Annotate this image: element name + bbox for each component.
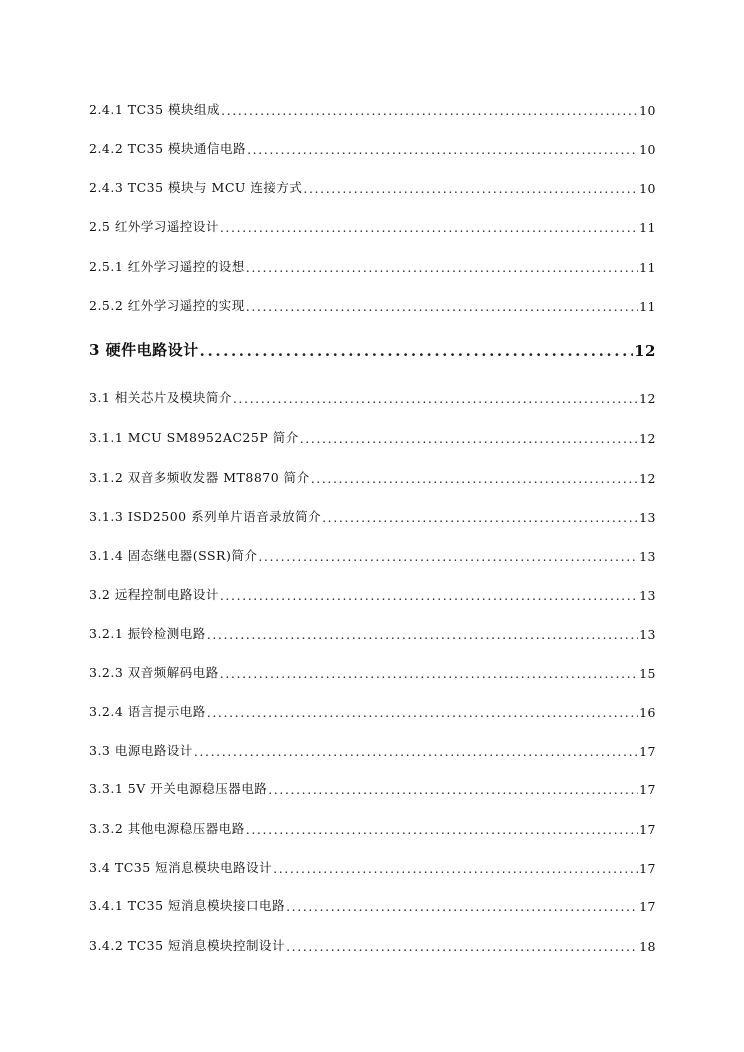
toc-entry-title: 2.4.3 TC35 模块与 MCU 连接方式 <box>89 180 303 195</box>
toc-entry-3-3[interactable] <box>89 739 656 759</box>
dot-leader <box>247 142 638 157</box>
toc-page-number: 11 <box>639 299 656 314</box>
toc-page-number: 16 <box>639 705 656 720</box>
toc-entry-3-1-4[interactable] <box>89 544 656 564</box>
toc-page-number: 18 <box>639 939 656 954</box>
toc-entry-title: 3.1.1 MCU SM8952AC25P 简介 <box>89 430 299 445</box>
toc-entry-title: 3.2.4 语言提示电路 <box>89 704 206 719</box>
toc-page-number: 13 <box>639 627 656 642</box>
toc-entry-3-1-3[interactable] <box>89 505 656 525</box>
toc-entry-2-4-3[interactable] <box>89 176 656 196</box>
toc-entry-3-4-2[interactable] <box>89 934 656 954</box>
dot-leader <box>311 471 638 486</box>
toc-entry-3-2-3[interactable] <box>89 661 656 681</box>
toc-page-number: 10 <box>639 142 656 157</box>
dot-leader <box>246 822 638 837</box>
toc-page-number: 11 <box>639 260 656 275</box>
toc-entry-3-4-1[interactable] <box>89 894 656 914</box>
toc-entry-title: 3.4.1 TC35 短消息模块接口电路 <box>89 898 286 913</box>
toc-page-number: 12 <box>639 391 656 406</box>
dot-leader <box>273 861 638 876</box>
toc-entry-title: 3.1.3 ISD2500 系列单片语音录放简介 <box>89 509 322 524</box>
toc-entry-title: 3.2 远程控制电路设计 <box>89 587 219 602</box>
toc-page-number: 12 <box>639 431 656 446</box>
dot-leader <box>207 627 638 642</box>
dot-leader <box>286 939 638 954</box>
toc-page-number: 12 <box>634 342 656 360</box>
dot-leader <box>220 588 638 603</box>
toc-page-number: 17 <box>639 782 656 797</box>
toc-entry-3-1-1[interactable] <box>89 426 656 446</box>
toc-entry-3-1[interactable] <box>89 386 656 406</box>
toc-entry-title: 3.2.1 振铃检测电路 <box>89 626 206 641</box>
toc-entry-2-4-2[interactable] <box>89 137 656 157</box>
toc-entry-3-3-1[interactable] <box>89 777 656 797</box>
toc-entry-2-5-1[interactable] <box>89 255 656 275</box>
toc-page-number: 15 <box>639 666 656 681</box>
dot-leader <box>300 431 638 446</box>
toc-entry-title: 3.2.3 双音频解码电路 <box>89 665 219 680</box>
toc-entry-title: 3.1 相关芯片及模块简介 <box>89 390 232 405</box>
toc-page-number: 13 <box>639 549 656 564</box>
toc-page-number: 17 <box>639 822 656 837</box>
toc-entry-title: 3 硬件电路设计 <box>89 341 199 359</box>
toc-entry-title: 3.3 电源电路设计 <box>89 743 193 758</box>
toc-entry-3-2-4[interactable] <box>89 700 656 720</box>
toc-page-number: 10 <box>639 181 656 196</box>
toc-page-number: 10 <box>639 103 656 118</box>
toc-entry-title: 2.5 红外学习遥控设计 <box>89 219 219 234</box>
toc-entry-3-3-2[interactable] <box>89 817 656 837</box>
dot-leader <box>194 744 638 759</box>
toc-entry-2-5[interactable] <box>89 215 656 235</box>
toc-entry-title: 2.5.2 红外学习遥控的实现 <box>89 298 245 313</box>
toc-page-number: 17 <box>639 861 656 876</box>
dot-leader <box>303 181 638 196</box>
toc-entry-3-1-2[interactable] <box>89 466 656 486</box>
toc-entry-2-4-1[interactable] <box>89 98 656 118</box>
toc-entry-title: 3.1.2 双音多频收发器 MT8870 简介 <box>89 470 310 485</box>
dot-leader <box>233 391 638 406</box>
toc-entry-title: 3.3.2 其他电源稳压器电路 <box>89 821 245 836</box>
toc-entry-title: 3.3.1 5V 开关电源稳压器电路 <box>89 781 268 796</box>
dot-leader <box>220 666 638 681</box>
dot-leader <box>286 899 638 914</box>
toc-entry-2-5-2[interactable] <box>89 294 656 314</box>
toc-entry-title: 3.4 TC35 短消息模块电路设计 <box>89 860 273 875</box>
dot-leader <box>207 705 638 720</box>
dot-leader <box>246 260 638 275</box>
toc-entry-3-4[interactable] <box>89 856 656 876</box>
toc-entry-title: 2.4.1 TC35 模块组成 <box>89 102 221 117</box>
dot-leader <box>258 549 638 564</box>
dot-leader <box>246 299 638 314</box>
toc-entry-3-2-1[interactable] <box>89 622 656 642</box>
toc-page-number: 17 <box>639 899 656 914</box>
toc-page-number: 13 <box>639 510 656 525</box>
dot-leader <box>220 220 638 235</box>
toc-page-number: 11 <box>639 220 656 235</box>
toc-page-number: 12 <box>639 471 656 486</box>
dot-leader <box>322 510 638 525</box>
toc-entry-3-2[interactable] <box>89 583 656 603</box>
dot-leader <box>221 103 638 118</box>
toc-entry-title: 3.4.2 TC35 短消息模块控制设计 <box>89 938 286 953</box>
dot-leader <box>200 342 633 360</box>
toc-entry-chapter-3[interactable] <box>89 338 656 360</box>
toc-page-number: 13 <box>639 588 656 603</box>
toc-entry-title: 3.1.4 固态继电器(SSR)简介 <box>89 548 258 563</box>
dot-leader <box>268 782 638 797</box>
toc-page-number: 17 <box>639 744 656 759</box>
toc-entry-title: 2.4.2 TC35 模块通信电路 <box>89 141 247 156</box>
toc-entry-title: 2.5.1 红外学习遥控的设想 <box>89 259 245 274</box>
